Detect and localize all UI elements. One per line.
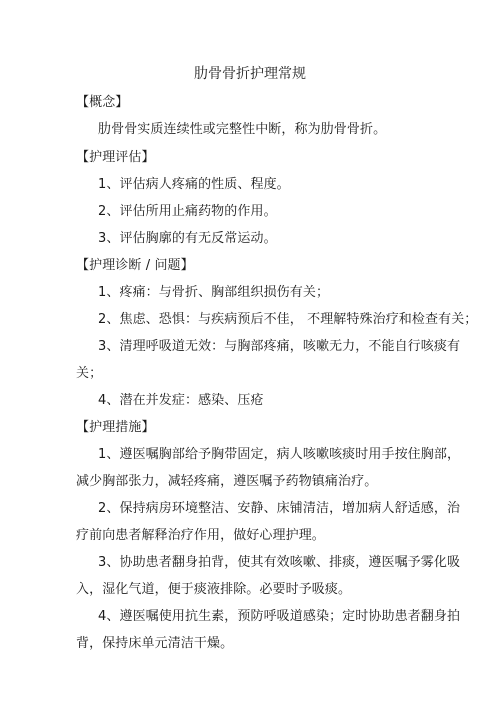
- measures-line-continuation: 疗前向患者解释治疗作用，做好心理护理。: [76, 528, 325, 543]
- measures-line-continuation: 减少胸部张力，减轻疼痛，遵医嘱予药物镇痛治疗。: [76, 474, 378, 489]
- diagnosis-line: 3、清理呼吸道无效：与胸部疼痛，咳嗽无力，不能自行咳痰有: [98, 339, 461, 354]
- diagnosis-line: 4、潜在并发症：感染、压疮: [98, 393, 264, 408]
- section-heading-assessment: 【护理评估】: [76, 150, 155, 165]
- assessment-line: 2、评估所用止痛药物的作用。: [98, 204, 277, 219]
- measures-line-continuation: 入，湿化气道，便于痰液排除。必要时予吸痰。: [76, 582, 352, 597]
- section-heading-diagnosis: 【护理诊断 / 问题】: [76, 258, 194, 273]
- measures-line: 2、保持病房环境整洁、安静、床铺清洁，增加病人舒适感，治: [98, 501, 461, 516]
- diagnosis-line-continuation: 关；: [76, 366, 103, 381]
- assessment-line: 3、评估胸廓的有无反常运动。: [98, 231, 277, 246]
- diagnosis-line: 1、疼痛：与骨折、胸部组织损伤有关；: [98, 285, 330, 300]
- measures-line: 3、协助患者翻身拍背，使其有效咳嗽、排痰，遵医嘱予雾化吸: [98, 555, 461, 570]
- assessment-line: 1、评估病人疼痛的性质、程度。: [98, 177, 290, 192]
- section-heading-measures: 【护理措施】: [76, 420, 155, 435]
- concept-line: 肋骨骨实质连续性或完整性中断，称为肋骨骨折。: [98, 122, 387, 137]
- measures-line: 4、遵医嘱使用抗生素，预防呼吸道感染；定时协助患者翻身拍: [98, 609, 461, 624]
- page-title: 肋骨骨折护理常规: [194, 66, 306, 82]
- diagnosis-line: 2、焦虑、恐惧：与疾病预后不佳， 不理解特殊治疗和检查有关；: [98, 312, 478, 327]
- measures-line-continuation: 背，保持床单元清洁干燥。: [76, 636, 234, 651]
- measures-line: 1、遵医嘱胸部给予胸带固定，病人咳嗽咳痰时用手按住胸部，: [98, 447, 461, 462]
- section-heading-concept: 【概念】: [76, 95, 129, 110]
